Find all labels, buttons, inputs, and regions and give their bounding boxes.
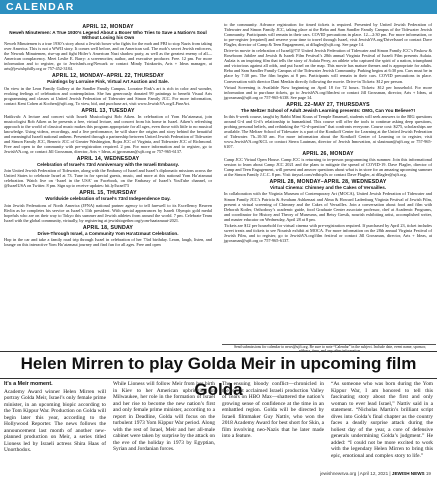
event-body: Join Jewish Federations of North America (JFNA) national partner agency to tell farewell to its Excellency Reuven Rivlin as he completes his service as Israel’s 11th president. With special appearances by Israeli Olympic gold medal hopefuls who are on their way to Tokyo this summer and Jewish athletes from around the world. 7 pm. Celebrate Team Israel with the global community, virtually, by registering at jewishtogether.org/yom-haatzmaut-2021.	[4, 202, 212, 223]
calendar-event	[4, 109, 212, 154]
event-title: Virtual Cinema: Chimney and the Cakes of Versailles.	[269, 185, 387, 191]
calendar-event	[224, 85, 432, 100]
event-date: APRIL 28, MONDAY–APRIL 28, WEDNESDAY	[269, 179, 387, 186]
calendar-banner	[0, 0, 437, 14]
event-title: The Meltzer School of Adult Jewish Learning presents: OMG, Can You Believe?!	[240, 107, 416, 113]
event-date: APRIL 14, WEDNESDAY	[76, 156, 140, 163]
calendar-event	[4, 74, 212, 105]
section-title: CALENDAR	[6, 1, 75, 13]
article-column-3	[222, 381, 324, 441]
event-title: Celebration of Israel’s 73rd Anniversary with the Israeli Embassy.	[36, 162, 180, 168]
calendar-event	[4, 157, 212, 188]
event-body: to the community. Advance registration for timed tickets is required. Presented by United Jewish Federation of Tidewater and Simon Family JCC, taking place at the Reba and Sam Sandler Family Campus of the Tidewater Jewish Community. Participants will remain in their cars. COVID precautions in place. 12—2:30 pm. For more information, or to pre-register (required) and reserve your time to travel through Israel, visit JewishVA.org/DriveIsrael or contact Dave Flagler, director of Camp & Teen Engagement, at dflagler@ujft.org. See page 14.	[224, 22, 432, 48]
article-paragraph: Academy Award winner Helen Mirren will portray Golda Meir, Israel’s only female prime minister, in an upcoming biopic according to the Tom Kippur War. Production on Golda will begin later this year, according to the Hollywood Reporter. The news follows the announcement last month of another new-planned production on Meir, a series titled Lioness led by Israeli actress Shira Haas of Unorthodox.	[4, 388, 106, 454]
calendar-event	[224, 103, 432, 149]
event-title: Neweh Minutemen: A True 1930’s Legend About a Boxer Who Tries to Save a Nation’s Soul Without Losing his Own	[9, 30, 207, 41]
event-body: Hop in the car and take a family road trip through Israel in celebration of her 73rd birthday. Learn, laugh, listen, and lounge on this interactive Yom Ha’atzmaut journey and find fun for all ages. Free and open	[4, 236, 212, 247]
event-body: Camp JCC Virtual Open House. Camp JCC is returning to in-person programming this summer. Join this informational session to learn about Camp JCC 2021 and the plans to mitigate the spread of COVID-19. Dave Flagler, director of Camp and Teen Engagement, will present and answer questions about what is in store for an amazing upcoming summer at the Simon Family J.C.C. 8 pm. Visit tinyurl.com/edhicp5s or contact Dave Flagler, at dflagler@ujft.org.	[224, 157, 432, 178]
event-body: Neweh Minutemen is a true 1930’s story about a Jewish boxer who fights for the mob and FBI to stop Nazis from taking over America. This is not a WWII story. It comes well before, and on American soil. The mob’s secret Jewish enforcers, the Newark Minutemen, rise-up and fight Hitler’s American Nazi shadow party, as well as the greatest enemy of all—American complacency. Meet Leslie E. Barry: a screenwriter, author, and executive producer. Free. 12 pm. For more information and to register, go to Jewishnfs.org/Newark or contact Mindy Tsinkavits, Arts + Ideas manager, at arts@jewishphilly.org or 757-452-3184.	[4, 41, 212, 72]
event-body: Join United Jewish Federation of Tidewater, along with the Embassy of Israel and Israel’s diplomatic missions across the United States to celebrate Israel at 73. Tune in for special guests, music, and more at this national Yom Ha’atzmaut celebration. Watch live on ‘Israel in the USA’ on Facebook, on the Embassy of Israel’s YouTube channel, or @IsraelUSA on Twitter. 8 pm. Sign up to receive updates: bit.ly/Israel73	[4, 168, 212, 189]
event-body: In collaboration with the Virginia Museum of Contemporary Art (MOCA), United Jewish Federation of Tidewater and Simon Family JCC’s Patricia & Avraham Ashkenazi and Alma & Howard Ladenburg Virginia Festival of Jewish Film, present a virtual screening of Chimney and the Cakes of Versailles. Join a conversation about food and film with Deborah Kotler, Orthodoxy’s academic guide, food Graduate Center associate professor, chef at Academic Programs, and coordinator for History and Theory of Museums, and Betsy Gresik, nourish exhibiting artist, accomplished writer, and master educator on Wednesday, April 28 at 8 pm.	[224, 191, 432, 222]
article-paragraph: The ensuing bloody conflict—chronicled in the recent acclaimed Israeli production Valley of Tears on HBO Max—shattered the nation’s growing sense of confidence at the time in an embattled region. Golda will be directed by Israeli filmmaker Guy Nattiv, who won the 2018 Academy Award for best short for Skin, a film involving neo-Nazis that he later made into a feature.	[222, 381, 324, 440]
article-column-4	[331, 381, 433, 461]
calendar-event	[224, 152, 432, 177]
event-body: Hatikvah: A lecture and concert with Israeli Musicologist Rob Aiken. In celebration of Yom Ha’atzmaut, join musicologist Rob Aiken as he presents a free, virtual lecture, and concert from his home in Israel. Aiken’s refreshing approach to the world of classical music makes this program appropriate for all ages, even those with little to no musical knowledge. Using videos, recordings, and a live performance, he will share the origins and story behind the beautiful and meaningful Israeli national anthem. Presented through a partnership between United Jewish Federation of Tidewater and Simon Family JCC, Beneric JCC of Greater Washington, Rojas JCC of Virginia, and Tidewater JCC of Richmond. Free and open to the community with pre-registration required. 2 pm. For more information and to register, go to JewishVA.org, or contact Jill Grossman, director, Arts + Ideas, at jgrossman@ujft.org or 757-965-6137.	[4, 113, 212, 155]
calendar-event	[224, 22, 432, 47]
article-kicker: It’s a Meir moment.	[4, 381, 53, 387]
event-title: Drive-Through Israel, a Community Yom Ha’atzmaut Celebration.	[37, 230, 179, 236]
event-body: On view in the Leon Family Gallery at the Sandler Family Campus. Lorraine Fink’s art is rich in color and wonder, evoking feelings of celebration and contemplation. She has generously donated 99 paintings to benefit Visual Arts programming and classes at United Jewish Federation of Tidewater and Simon Family JCC. For more information, contact Kent Cohen at Kcohen@ujft.org. To view, bid, and purchase art, visit www.JewishVA.org/LFineArt.	[4, 85, 212, 106]
calendar-right-column	[224, 22, 432, 244]
calendar-event	[224, 223, 432, 243]
event-date: APRIL 12, MONDAY–APRIL 22, THURSDAY	[52, 73, 164, 80]
article-paragraph: While Lioness will follow Meir from her birth in Kiev to her American upbringing in Milwaukee, her role in the formation of Israel and her rise to become the new nation’s first and only female prime minister, according to a report in Deadline, Golda will focus on the turbulent 1973 Yom Kippur War period. Along with the rest of Israel, Meir and her all-male cabinet were taken by surprise by the attack on the eve of the holiday in 1973 by Egyptian, Syrian and Jordanian forces.	[113, 381, 215, 453]
event-body: Drive-in movie in celebration of Israel@73! United Jewish Federation of Tidewater and Simon Family JCC’s Paskow & Roseboom Jubilee and Jewish & Israeli Film Festival’s 28th annual Virginia Festival of Israeli Film presents Aulaia. Aulaia is an inspiring film that tells the story of Aulaia Perry, an athlete who captured the spirit of a nation, triumphant and victorious against all odds, and put Israel on the map. This movie has mature themes and is appropriate for adults. Reba and Sam Sandler Family Campus of the Tidewater Jewish Community. Parking begins at 6:30 pm. Cars must be in place by 7:30 pm. The film begins at 8 pm. Participants will remain in their cars. COVID precautions in place. Conversation with director Dani Menkin directly following the movie. Drive-in Tickets: $12 per person.	[224, 48, 432, 84]
article-column-2	[113, 381, 215, 454]
headline-bottom-rule	[0, 378, 437, 379]
calendar-left-column	[4, 22, 212, 248]
article-column-1	[4, 381, 106, 455]
page-number: 19	[425, 471, 431, 476]
event-body: Virtual Screening is Available Now beginning on April 18 for 72 hours. Tickets: $12 per household. For more information and to purchase tickets, go to JewishVA.org/filmfest or contact Jill Grossman, director, Arts + Ideas, at jgrossman@ujft.org or 757-965-6138. See page 14.	[224, 84, 432, 100]
calendar-event	[4, 25, 212, 71]
calendar-event	[224, 48, 432, 83]
event-date: APRIL 15, THURSDAY	[79, 190, 137, 197]
event-date: APRIL 13, TUESDAY	[81, 107, 135, 114]
calendar-submission-note: Send submissions for calendar to news@ujft.org. Be sure to note “Calendar” in the subject. Include date, event name, sponsor, address, time, and any other information.	[233, 345, 426, 354]
event-body: Tickets are $12 per household for virtual cinema with pre-registration required. If purchased by April 23, ticket includes sweet treats and tickets to see Nourish exhibit at MOCA. For more information on the 28th annual Virginia Festival of Jewish Film, and to register, go to JewishVA.org/film festival or contact Jill Grossman, director, Arts + Ideas, at jgrossman@ujft.org or 757-965-6137.	[224, 222, 432, 243]
page-footer	[320, 471, 431, 476]
calendar-event	[4, 191, 212, 222]
event-date: APRIL 18, SUNDAY	[82, 224, 134, 231]
article-paragraph: “As someone who was born during the Yom Kippur War, I am honored to tell this fascinating story about the first and only woman to ever lead Israel,” Nattiv said in a statement. “Nicholas Martin’s brilliant script dives into Golda’s final chapter as the country faces a deadly surprise attack during the holiest day of the year, a core of defensive generals undermining Golda’s judgment.” He added: “I could not be more excited to work with the legendary Helen Mirren to bring this epic, emotional and complex story to life.”	[331, 381, 433, 460]
event-title: Worldwide celebration of Israel’s 73rd Independence Day.	[45, 196, 171, 202]
footer-url-date: jewishnewsva.org | April 12, 2021 |	[320, 471, 391, 476]
footer-brand: JEWISH NEWS	[391, 471, 425, 476]
article-headline: Helen Mirren to play Golda Meir in upcoming film Golda	[20, 354, 417, 399]
calendar-event	[4, 226, 212, 247]
event-date: APRIL 12, MONDAY	[82, 24, 134, 30]
event-date: APRIL 22–MAY 27, THURSDAYS	[286, 101, 370, 108]
event-body: In this 6-week course, taught by Rabbi Mimi Kraus of Temple Emanuel, students will seek answers to the BIG questions around G-d and G-d’s relationship to humankind. This course will offer the tools to continue asking deep questions, probing personal beliefs, and rethinking the “G-d-question” that confronts everyone. Course cost: $275, scholarships are available. The Meltzer School of Tidewater is a part of the Konikoff Center for Learning at the United Jewish Federation of Tidewater. 7h–10:30 am. For more information about the Konikoff Center of Learning or to register, visit www.JewishVA.org/KCL or contact Sierra Lautman, director of Jewish Innovation, at slautman@ujft.org or 757-965-6107.	[224, 113, 432, 150]
calendar-event	[224, 180, 432, 221]
event-title: Paintings by Lorraine Fink, Virtual Art Auction and Sale.	[47, 79, 169, 85]
event-date: APRIL 26, MONDAY	[302, 151, 354, 158]
